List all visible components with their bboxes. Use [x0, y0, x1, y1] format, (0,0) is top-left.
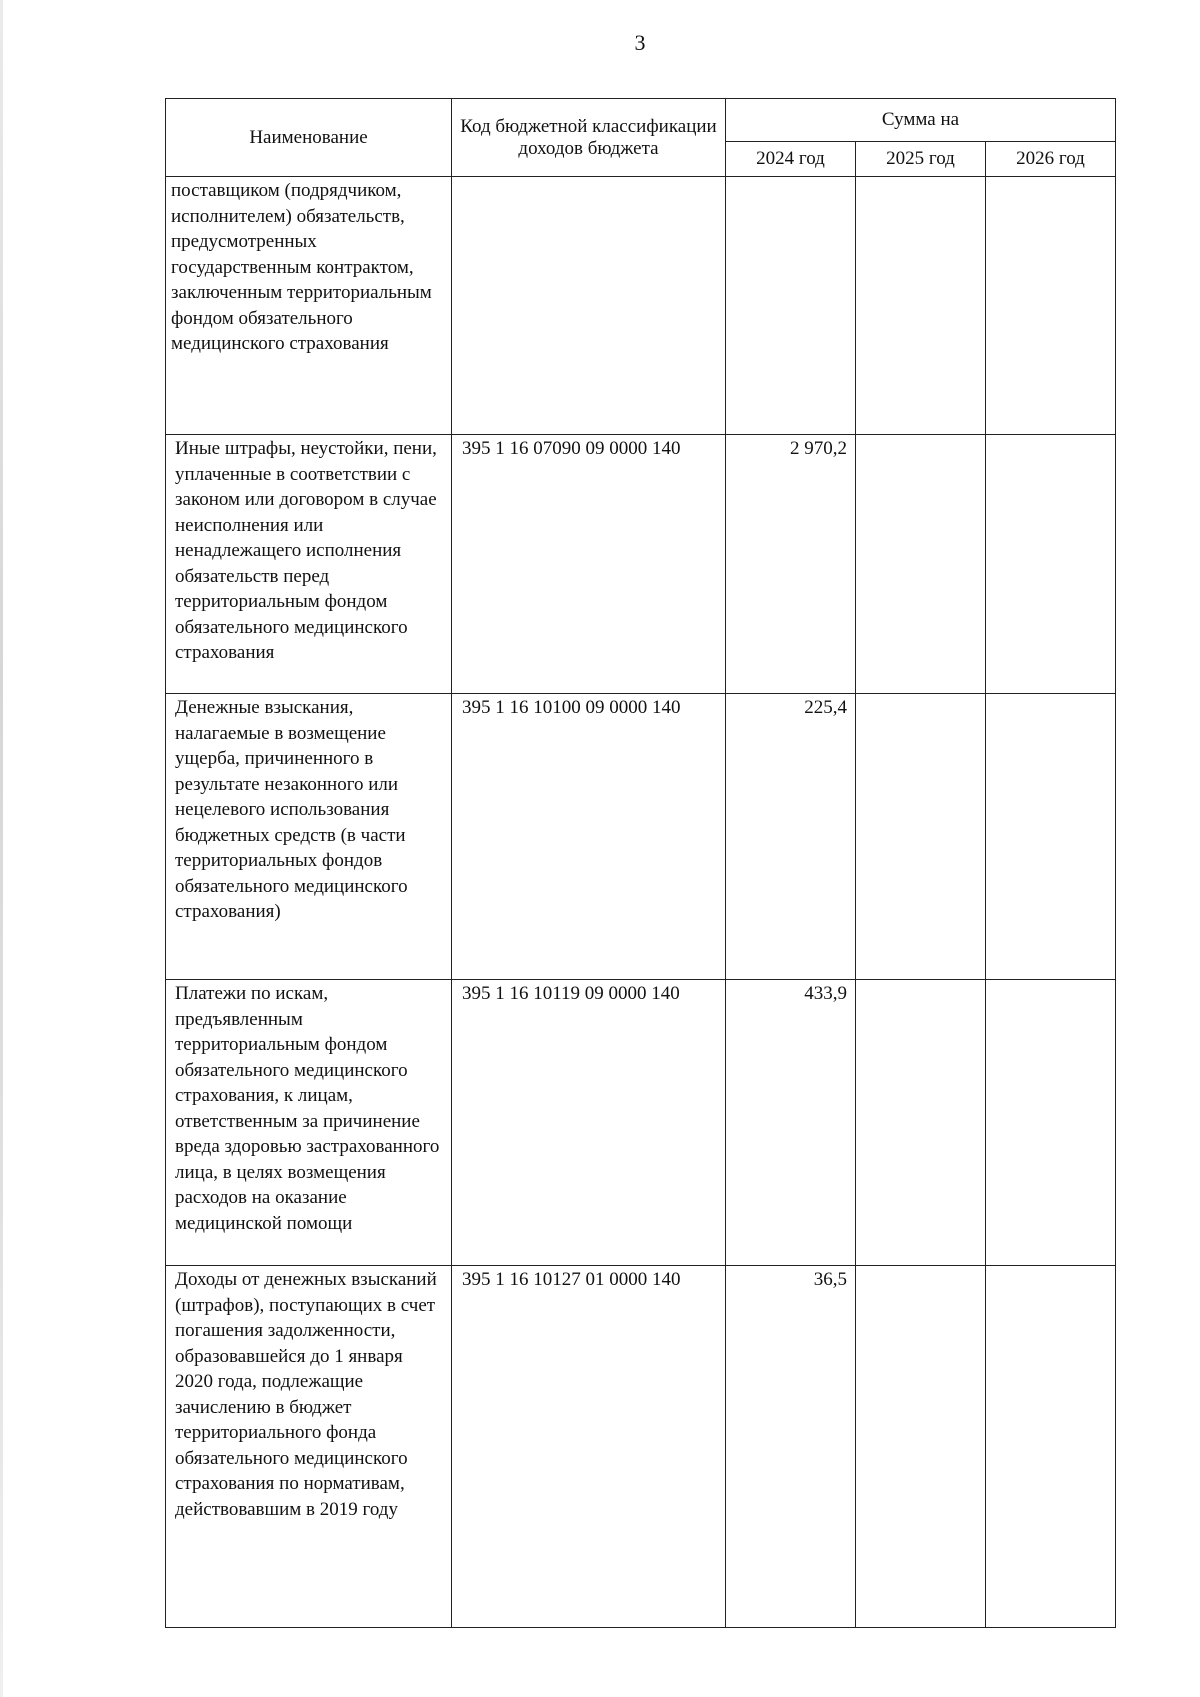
row-amount-2026 [986, 177, 1116, 435]
row-amount-2026 [986, 1266, 1116, 1628]
row-amount-2026 [986, 980, 1116, 1266]
budget-revenue-table [165, 98, 1116, 1628]
table-row [166, 1266, 1116, 1628]
row-code: 395 1 16 07090 09 0000 140 [452, 435, 726, 694]
row-amount-2026 [986, 694, 1116, 980]
row-code [452, 177, 726, 435]
table-row [166, 980, 1116, 1266]
header-code: Код бюджетной классификации доходов бюджета [452, 99, 726, 177]
table-row [166, 435, 1116, 694]
row-amount-2024: 225,4 [726, 694, 856, 980]
page-number: 3 [634, 30, 646, 55]
row-amount-2025 [856, 1266, 986, 1628]
row-amount-2024: 2 970,2 [726, 435, 856, 694]
row-name: Денежные взыскания, налагаемые в возмещение ущерба, причиненного в результате незаконного или нецелевого использования бюджетных средств (в части территориальных фондов обязательного медицинского страхования) [166, 694, 452, 980]
row-amount-2026 [986, 435, 1116, 694]
row-code: 395 1 16 10127 01 0000 140 [452, 1266, 726, 1628]
scan-edge [0, 0, 3, 1697]
row-name: Доходы от денежных взысканий (штрафов), поступающих в счет погашения задолженности, образовавшейся до 1 января 2020 года, подлежащие зачислению в бюджет территориального фонда обязательного медицинского страхования по нормативам, действовавшим в 2019 году [166, 1266, 452, 1628]
header-name: Наименование [166, 99, 452, 177]
row-amount-2024 [726, 177, 856, 435]
row-code: 395 1 16 10119 09 0000 140 [452, 980, 726, 1266]
row-code: 395 1 16 10100 09 0000 140 [452, 694, 726, 980]
header-year-2025: 2025 год [856, 142, 986, 177]
row-name: Платежи по искам, предъявленным территориальным фондом обязательного медицинского страхования, к лицам, ответственным за причинение вреда здоровью застрахованного лица, в целях возмещения расходов на оказание медицинской помощи [166, 980, 452, 1266]
row-amount-2025 [856, 177, 986, 435]
row-amount-2025 [856, 435, 986, 694]
header-sum-on: Сумма на [726, 99, 1116, 142]
row-name: Иные штрафы, неустойки, пени, уплаченные в соответствии с законом или договором в случае неисполнения или ненадлежащего исполнения обязательств перед территориальным фондом обязательного медицинского страхования [166, 435, 452, 694]
row-amount-2025 [856, 694, 986, 980]
table-row [166, 177, 1116, 435]
header-year-2024: 2024 год [726, 142, 856, 177]
row-amount-2024: 433,9 [726, 980, 856, 1266]
header-year-2026: 2026 год [986, 142, 1116, 177]
table-row [166, 694, 1116, 980]
row-amount-2024: 36,5 [726, 1266, 856, 1628]
row-amount-2025 [856, 980, 986, 1266]
row-name: поставщиком (подрядчиком, исполнителем) обязательств, предусмотренных государственным контрактом, заключенным территориальным фондом обязательного медицинского страхования [166, 177, 452, 435]
